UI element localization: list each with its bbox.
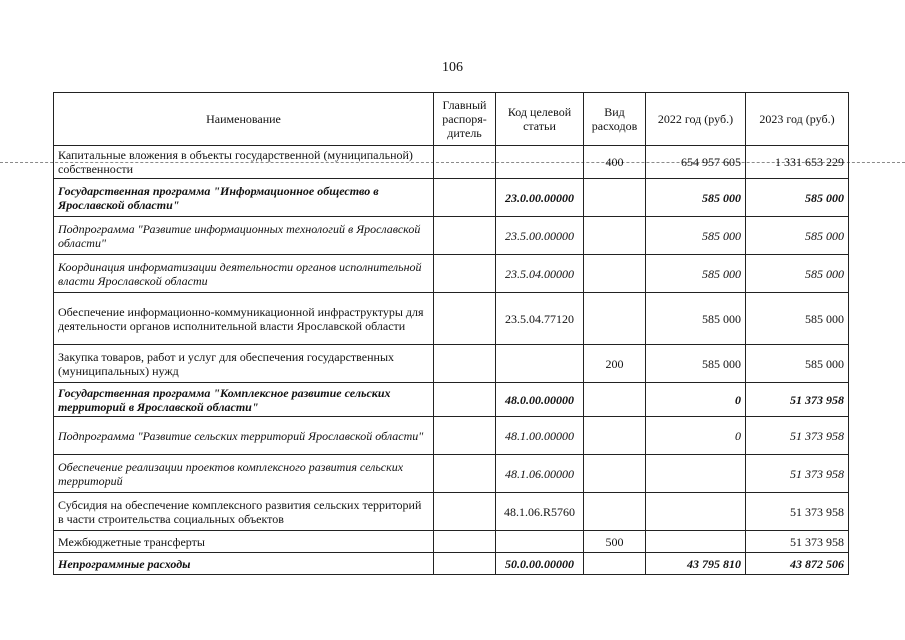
header-vid: Вид расходов <box>584 93 646 146</box>
cell-vid: 500 <box>584 531 646 553</box>
table-row <box>54 293 849 345</box>
cell-vid <box>584 493 646 531</box>
table-row <box>54 146 849 179</box>
cell-manager <box>434 217 496 255</box>
cell-vid <box>584 383 646 417</box>
header-manager: Главный распоря-дитель <box>434 93 496 146</box>
cell-2022: 585 000 <box>646 345 746 383</box>
cell-2023: 585 000 <box>746 255 849 293</box>
cell-vid <box>584 217 646 255</box>
cell-code <box>496 146 584 179</box>
cell-vid <box>584 255 646 293</box>
cell-code: 23.5.04.00000 <box>496 255 584 293</box>
cell-manager <box>434 455 496 493</box>
cell-manager <box>434 531 496 553</box>
cell-name: Подпрограмма "Развитие информационных технологий в Ярославской области" <box>54 217 434 255</box>
cell-vid <box>584 293 646 345</box>
cell-2023: 43 872 506 <box>746 553 849 575</box>
cell-2023: 585 000 <box>746 345 849 383</box>
cell-name: Капитальные вложения в объекты государственной (муниципальной) собственности <box>54 146 434 179</box>
cell-code <box>496 345 584 383</box>
cell-manager <box>434 255 496 293</box>
cell-2022: 43 795 810 <box>646 553 746 575</box>
cell-vid: 400 <box>584 146 646 179</box>
cell-manager <box>434 345 496 383</box>
cell-manager <box>434 179 496 217</box>
cell-code: 48.1.06.R5760 <box>496 493 584 531</box>
header-name: Наименование <box>54 93 434 146</box>
cell-2022: 585 000 <box>646 179 746 217</box>
cell-name: Государственная программа "Комплексное развитие сельских территорий в Ярославской области" <box>54 383 434 417</box>
cell-2023: 51 373 958 <box>746 417 849 455</box>
cell-2023: 1 331 653 229 <box>746 146 849 179</box>
cell-name: Субсидия на обеспечение комплексного развития сельских территорий в части строительства социальных объектов <box>54 493 434 531</box>
cell-2022 <box>646 455 746 493</box>
table-row <box>54 217 849 255</box>
cell-2023: 585 000 <box>746 293 849 345</box>
cell-code: 23.5.04.77120 <box>496 293 584 345</box>
header-row <box>54 93 849 146</box>
cell-code: 23.5.00.00000 <box>496 217 584 255</box>
table-row <box>54 383 849 417</box>
table-row <box>54 345 849 383</box>
cell-2023: 51 373 958 <box>746 493 849 531</box>
table-row <box>54 179 849 217</box>
cell-2022: 585 000 <box>646 293 746 345</box>
cell-code: 48.1.06.00000 <box>496 455 584 493</box>
cell-2023: 51 373 958 <box>746 383 849 417</box>
cell-vid <box>584 553 646 575</box>
cell-manager <box>434 553 496 575</box>
table-row <box>54 493 849 531</box>
cell-2023: 51 373 958 <box>746 531 849 553</box>
cell-name: Обеспечение реализации проектов комплексного развития сельских территорий <box>54 455 434 493</box>
cell-name: Подпрограмма "Развитие сельских территорий Ярославской области" <box>54 417 434 455</box>
table-row <box>54 531 849 553</box>
cell-vid <box>584 455 646 493</box>
cell-manager <box>434 417 496 455</box>
cell-name: Государственная программа "Информационное общество в Ярославской области" <box>54 179 434 217</box>
cell-2022: 0 <box>646 383 746 417</box>
cell-2022: 585 000 <box>646 255 746 293</box>
cell-2023: 585 000 <box>746 179 849 217</box>
cell-vid <box>584 179 646 217</box>
cell-name: Координация информатизации деятельности органов исполнительной власти Ярославской области <box>54 255 434 293</box>
cell-2023: 51 373 958 <box>746 455 849 493</box>
cell-2022 <box>646 531 746 553</box>
cell-code: 23.0.00.00000 <box>496 179 584 217</box>
cell-code: 50.0.00.00000 <box>496 553 584 575</box>
table-row <box>54 455 849 493</box>
page-number: 106 <box>442 60 463 75</box>
cell-manager <box>434 383 496 417</box>
cell-name: Непрограммные расходы <box>54 553 434 575</box>
budget-table <box>53 92 849 575</box>
cell-name: Обеспечение информационно-коммуникационной инфраструктуры для деятельности органов исполнительной власти Ярославской области <box>54 293 434 345</box>
cell-vid <box>584 417 646 455</box>
cell-2022: 654 957 605 <box>646 146 746 179</box>
table-row <box>54 553 849 575</box>
cell-2022: 585 000 <box>646 217 746 255</box>
cell-name: Межбюджетные трансферты <box>54 531 434 553</box>
cell-2022: 0 <box>646 417 746 455</box>
cell-vid: 200 <box>584 345 646 383</box>
header-2023: 2023 год (руб.) <box>746 93 849 146</box>
cell-2023: 585 000 <box>746 217 849 255</box>
cell-manager <box>434 293 496 345</box>
table-row <box>54 255 849 293</box>
cell-code: 48.1.00.00000 <box>496 417 584 455</box>
cell-manager <box>434 493 496 531</box>
header-2022: 2022 год (руб.) <box>646 93 746 146</box>
cell-name: Закупка товаров, работ и услуг для обеспечения государственных (муниципальных) нужд <box>54 345 434 383</box>
header-code: Код целевой статьи <box>496 93 584 146</box>
cell-code <box>496 531 584 553</box>
cell-code: 48.0.00.00000 <box>496 383 584 417</box>
cell-manager <box>434 146 496 179</box>
table-row <box>54 417 849 455</box>
cell-2022 <box>646 493 746 531</box>
